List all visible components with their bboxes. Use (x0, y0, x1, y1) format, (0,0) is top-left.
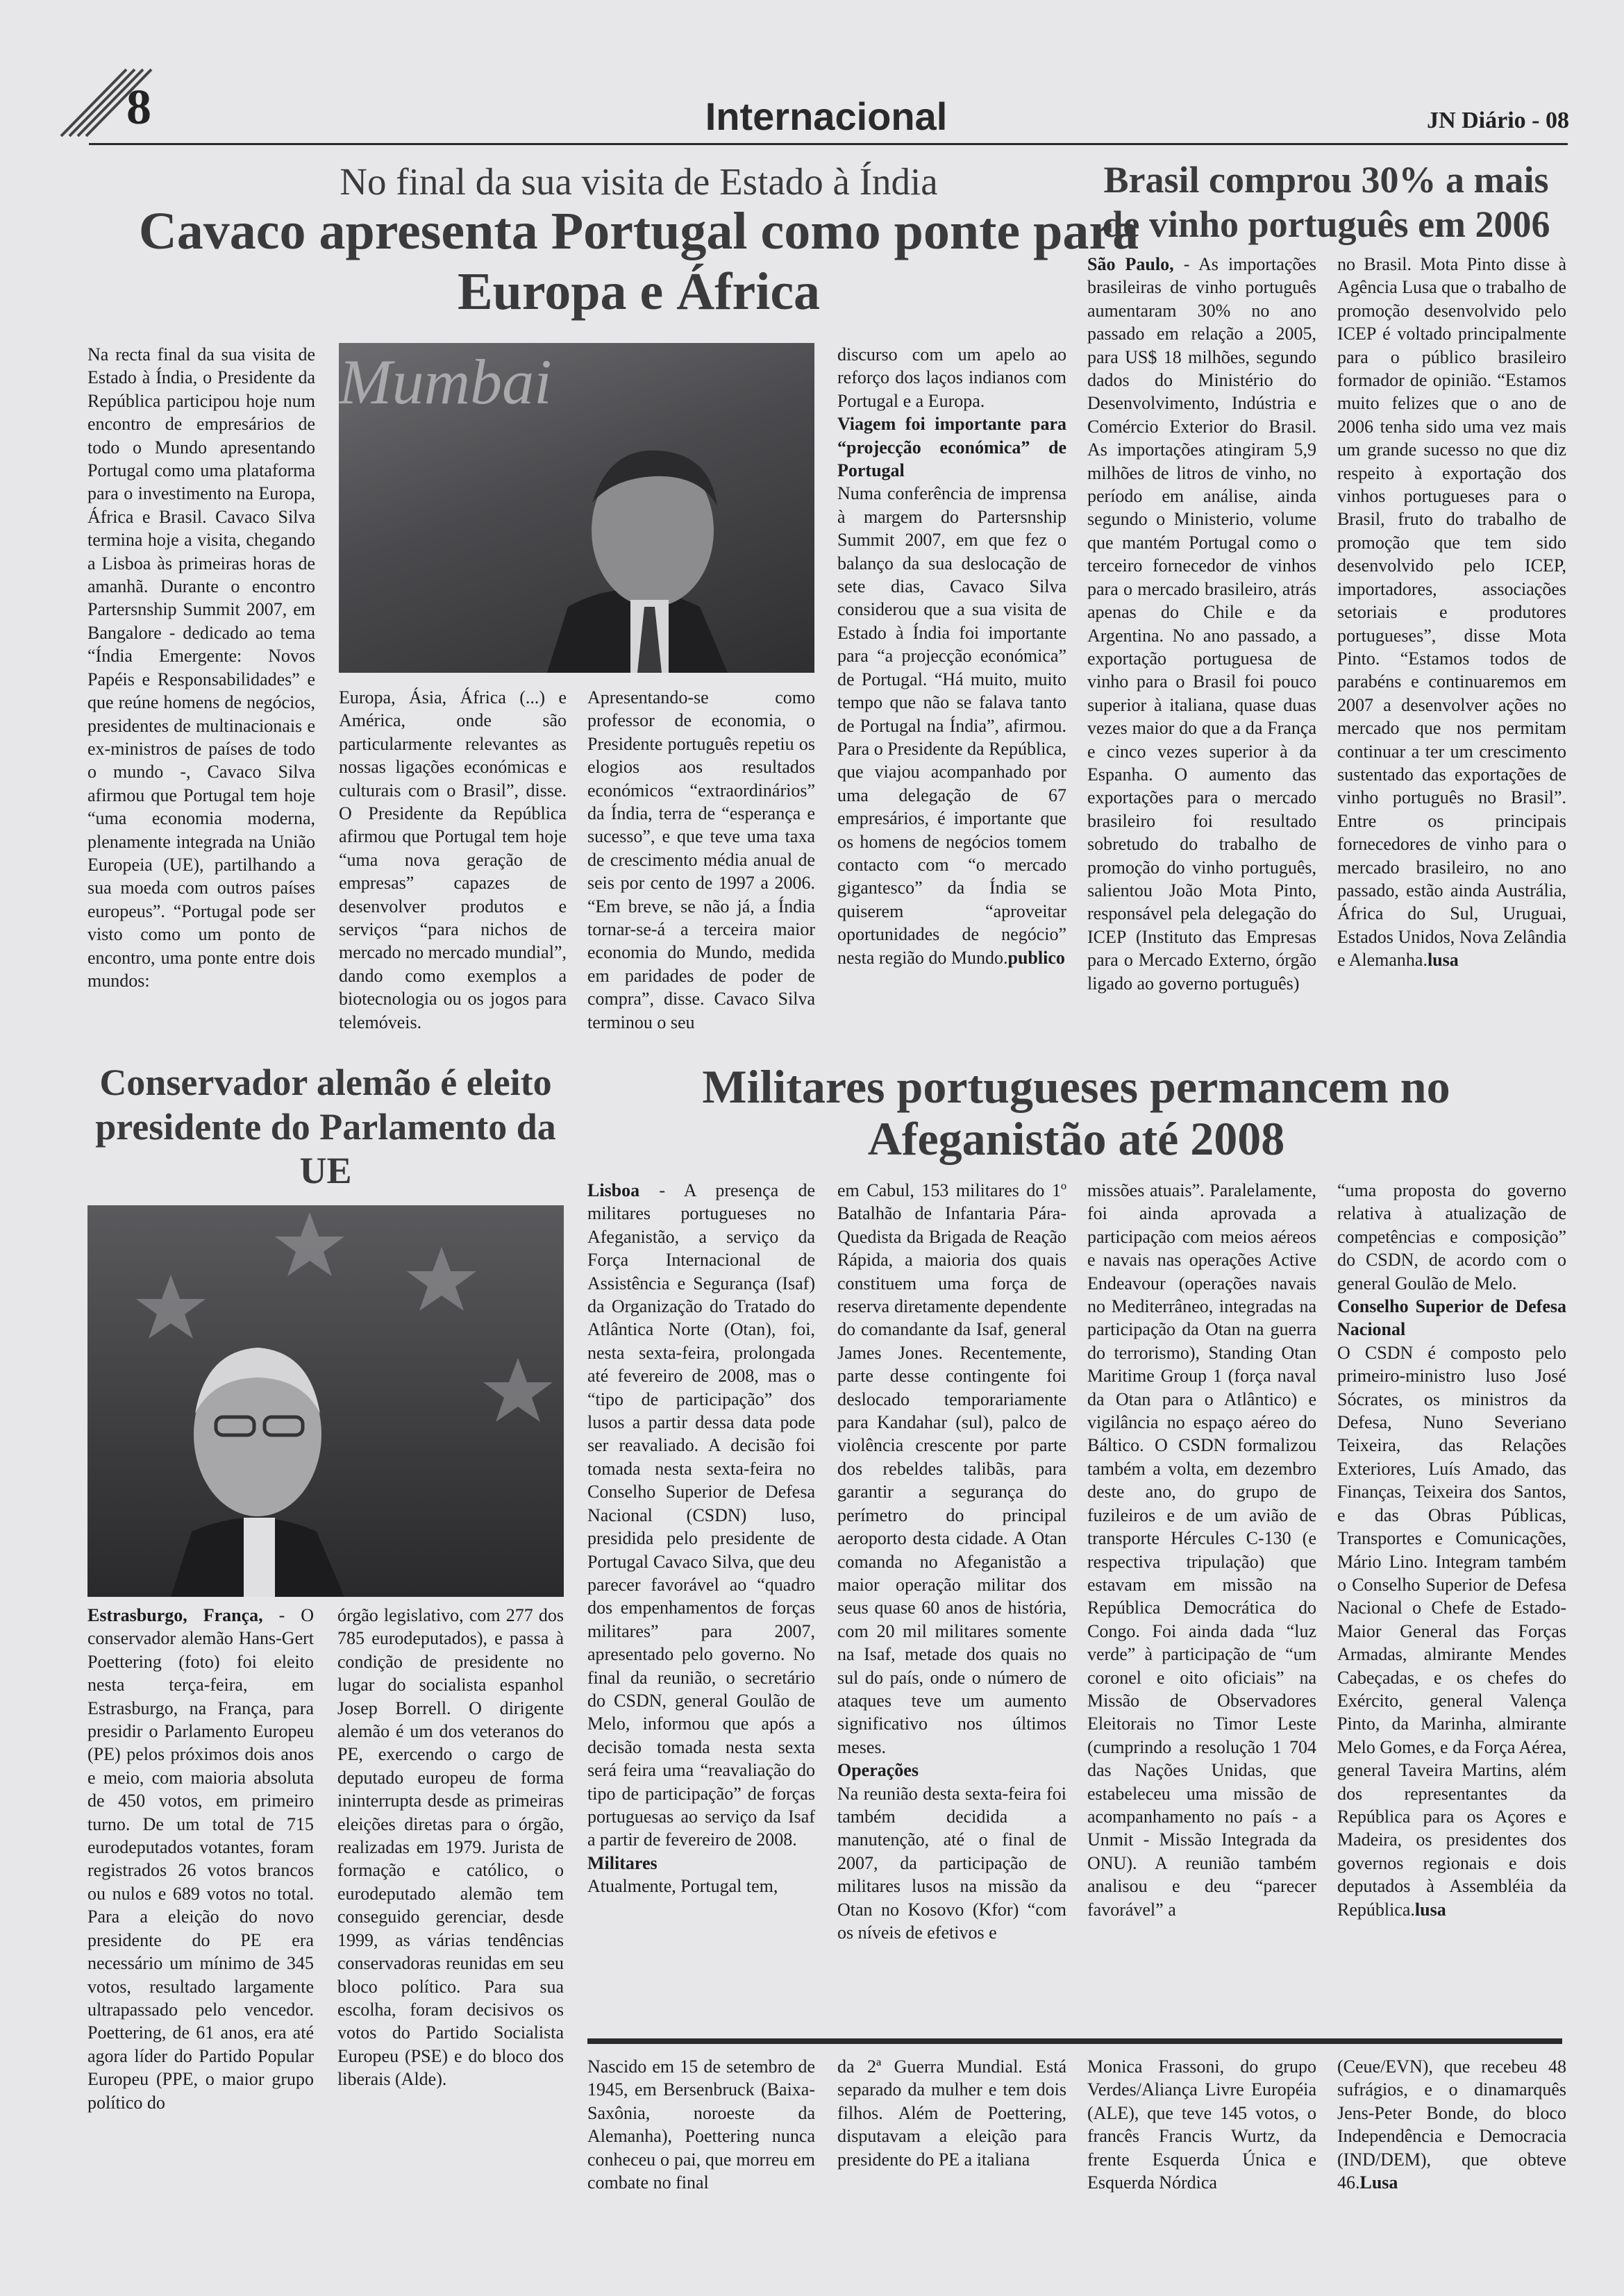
body-col-3: missões atuais”. Paralelamente, foi ainda aprovada a participação com meios aéreos e navais nas operações Active Endeavour (operações navais no Mediterrâneo, integradas na participação da Otan na guerra do terrorismo), Standing Otan Maritime Group 1 (força naval da Otan para o Atlântico) e vigilância no espaço aéreo do Báltico. O CSDN formalizou também a volta, em dezembro deste ano, do grupo de fuzileiros e de um avião de transporte Hércules C-130 (e respectiva tripulação) que estavam em missão na República Democrática do Congo. Foi ainda dada “luz verde” à participação de “um coronel e oito oficiais” na Missão de Observadores Eleitorais no Timor Leste (cumprindo a resolução 1 704 das Nações Unidas, que estabeleceu uma missão de acompanhamento no país - a Unmit - Missão Integrada da ONU). A reunião também analisou e deu “parecer favorável” a (1087, 1180, 1316, 1920)
body-col-2: em Cabul, 153 militares do 1º Batalhão de Infantaria Pára-Quedista da Brigada de Reação Rápida, a maioria dos quais constituem uma força de reserva diretamente dependente do comandante da Isaf, general James Jones. Recentemente, parte desse contingente foi deslocado temporariamente para Kandahar (sul), palco de violência crescente por parte dos rebeldes talibãs, para garantir a segurança do perímetro do principal aeroporto desta cidade. A Otan comanda no Afeganistão a maior operação militar dos seus quase 60 anos de história, com 20 mil militares somente na Isaf, metade dos quais no sul do país, onde o número de ataques teve um aumento significativo nos últimos meses. Operações Na reunião desta sexta-feira foi também decidida a manutenção, até o final de 2007, da participação de militares lusos na missão da Otan no Kosovo (Kfor) “com os níveis de efetivos e (837, 1180, 1066, 1943)
article-rule (587, 2038, 1562, 2044)
headline: Brasil comprou 30% a mais de vinho português em 2006 (1102, 159, 1550, 245)
body-col-3: Apresentando-se como professor de economia, o Presidente português repetiu os elogios aos resultados económicos “extraordinários” da Índia, terra de “esperança e sucesso”, e que teve uma taxa de crescimento média anual de seis por cento de 1997 a 2006. “Em breve, se não já, a Índia tornar-se-á a terceira maior economia do Mundo, medida em paridades de poder de compra”, disse. Cavaco Silva terminou o seu (587, 687, 815, 1032)
kicker: No final da sua visita de Estado à Índia (340, 160, 938, 203)
body-col-4: discurso com um apelo ao reforço dos laços indianos com Portugal e a Europa. Viagem foi importante para “projecção económica” de Portugal Numa conferência de imprensa à margem do Partersnship Summit 2007, em que fez o balanço da sua deslocação de sete dias, Cavaco Silva considerou que a sua visita de Estado à Índia foi importante para “a projecção económica” de Portugal. “Há muito, muito tempo que não se falava tanto de Portugal na Índia”, afirmou. Para o Presidente da República, que viajou acompanhado por uma delegação de 67 empresários, é importante que os homens de negócios tomem contacto com “o mercado gigantesco” da Índia se quiserem “aproveitar oportunidades de negócio” nesta região do Mundo.publico (837, 344, 1066, 968)
photo-cavaco (339, 343, 814, 673)
page-number: 8 (126, 79, 151, 135)
signature: Lusa (1359, 2172, 1398, 2193)
dateline: Estrasburgo, França, (87, 1605, 263, 1625)
body-col-4: da 2ª Guerra Mundial. Está separado da mulher e tem dois filhos. Além de Poettering, disputavam a eleição para presidente do PE a italiana (837, 2056, 1066, 2170)
signature: lusa (1414, 1899, 1446, 1920)
subhead: Militares (587, 1852, 658, 1873)
portrait-illustration (87, 1205, 564, 1597)
signature: publico (1007, 947, 1065, 968)
headline: Cavaco apresenta Portugal como ponte para Europa e África (138, 202, 1139, 321)
body-col-2: órgão legislativo, com 277 dos 785 eurodeputados), e passa à condição de presidente no lugar do socialista espanhol Josep Borrell. O dirigente alemão é um dos veteranos do PE, exercendo o cargo de deputado europeu de forma ininterrupta desde as primeiras eleições diretas para o órgão, realizadas em 1979. Jurista de formação e católico, o eurodeputado alemão tem conseguido gerenciar, desde 1999, as várias tendências conservadoras reunidas em seu bloco político. Para sua escolha, foram decisivos os votos do Partido Socialista Europeu (PSE) e do bloco dos liberais (Alde). (337, 1605, 564, 2090)
subhead: Conselho Superior de Defesa Nacional (1337, 1296, 1566, 1340)
body-col-6: (Ceue/EVN), que recebeu 48 sufrágios, e o dinamarquês Jens-Peter Bonde, do bloco Independência e Democracia (IND/DEM), que obteve 46.Lusa (1337, 2056, 1566, 2193)
dateline: Lisboa (587, 1180, 640, 1200)
body-col-1: Lisboa - A presença de militares portugueses no Afeganistão, a serviço da Força Internacional de Assistência e Segurança (Isaf) da Organização do Tratado do Atlântica Norte (Otan), foi, nesta sexta-feira, prolongada até fevereiro de 2008, mas o “tipo de participação” dos lusos a partir dessa data pode ser reavaliado. A decisão foi tomada nesta sexta-feira no Conselho Superior de Defesa Nacional (CSDN) luso, presidida pelo presidente de Portugal Cavaco Silva, que deu parecer favorável ao “quadro dos empenhamentos de forças militares” para 2007, apresentado pelo governo. No final da reunião, o secretário do CSDN, general Goulão de Melo, informou que após a decisão tomada nesta sexta será feira uma “reavaliação do tipo de participação” de forças portuguesas ao serviço da Isaf a partir de fevereiro de 2008. Militares Atualmente, Portugal tem, (587, 1180, 815, 1897)
subhead: Viagem foi importante para “projecção económica” de Portugal (837, 414, 1066, 481)
body-col-3: Nascido em 15 de setembro de 1945, em Bersenbruck (Baixa-Saxônia, noroeste da Alemanha), Poettering nunca conheceu o pai, que morreu em combate no final (587, 2056, 815, 2193)
body-col-2: no Brasil. Mota Pinto disse à Agência Lusa que o trabalho de promoção desenvolvido pelo ICEP é voltado principalmente para o público brasileiro formador de opinião. “Estamos muito felizes que o ano de 2006 tenha sido uma vez mais um grande sucesso no que diz respeito à exportação dos vinhos portugueses para o Brasil, fruto do trabalho de promoção que tem sido desenvolvido pelo ICEP, importadores, associações setoriais e produtores portugueses”, disse Mota Pinto. “Estamos todos de parabéns e continuaremos em 2007 a desenvolver ações no mercado que nos permitam continuar a ter um crescimento sustentado das exportações de vinho português no Brasil”. Entre os principais fornecedores de vinho para o mercado brasileiro, no ano passado, estão ainda Austrália, África do Sul, Uruguai, Estados Unidos, Nova Zelândia e Alemanha.lusa (1337, 254, 1566, 971)
photo-text: Mumbai (339, 346, 552, 417)
body-col-1: Estrasburgo, França, - O conservador alemão Hans-Gert Poettering (foto) foi eleito nesta terça-feira, em Estrasburgo, na França, para presidir o Parlamento Europeu (PE) pelos próximos dois anos e meio, com maioria absoluta de 450 votos, em primeiro turno. De um total de 715 eurodeputados votantes, foram registrados 26 votos brancos ou nulos e 689 votos no total. Para a eleição do novo presidente do PE era necessário um mínimo de 345 votos, resultado largamente ultrapassado pelo vencedor. Poettering, de 61 anos, era até agora líder do Partido Popular Europeu (PPE, o maior grupo político do (87, 1605, 314, 2113)
body-col-4: “uma proposta do governo relativa à atualização de competências e composição” do CSDN, de acordo com o general Goulão de Melo. Conselho Superior de Defesa Nacional O CSDN é composto pelo primeiro-ministro luso José Sócrates, os ministros da Defesa, Nuno Severiano Teixeira, das Relações Exteriores, Luís Amado, das Finanças, Teixeira dos Santos, e das Obras Públicas, Transportes e Comunicações, Mário Lino. Integram também o Conselho Superior de Defesa Nacional o Chefe de Estado-Maior General das Forças Armadas, almirante Mendes Cabeçadas, e os chefes do Exército, general Valença Pinto, da Marinha, almirante Melo Gomes, e da Força Aérea, general Taveira Martins, além dos representantes da República para os Açores e Madeira, os presidentes dos governos regionais e dois deputados à Assembléia da República.lusa (1337, 1180, 1566, 1920)
signature: lusa (1427, 950, 1459, 971)
body-col-1: São Paulo, - As importações brasileiras de vinho português aumentaram 30% no ano passado em relação a 2005, para US$ 18 milhões, segundo dados do Ministério do Desenvolvimento, Indústria e Comércio Exterior do Brasil. As importações atingiram 5,9 milhões de litros de vinho, no período em análise, ainda segundo o Ministerio, volume que mantém Portugal como o terceiro fornecedor de vinhos para o mercado brasileiro, atrás apenas do Chile e da Argentina. No ano passado, a exportação portuguesa de vinho para o Brasil foi pouco superior à italiana, quase duas vezes maior do que a da França e cinco vezes superior à da Espanha. O aumento das exportações para o mercado brasileiro foi resultado sobretudo do trabalho de promoção do vinho português, salientou João Mota Pinto, responsável pela delegação do ICEP (Instituto das Empresas para o Mercado Externo, órgão ligado ao governo português) (1087, 254, 1316, 994)
portrait-illustration (339, 343, 814, 673)
dateline: São Paulo, (1087, 254, 1174, 274)
headline: Conservador alemão é eleito presidente do Parlamento da UE (95, 1062, 556, 1192)
subhead: Operações (837, 1760, 919, 1781)
masthead: JN Diário - 08 (1427, 108, 1569, 133)
header-rule (89, 143, 1568, 145)
body-col-5: Monica Frassoni, do grupo Verdes/Aliança Livre Européia (ALE), que teve 145 votos, o francês Francis Wurtz, da frente Esquerda Única e Esquerda Nórdica (1087, 2056, 1316, 2193)
photo-pottering (87, 1205, 564, 1597)
body-col-2: Europa, Ásia, África (...) e América, onde são particularmente relevantes as nossas ligações económicas e culturais com o Brasil”, disse. O Presidente da República afirmou que Portugal tem hoje “uma nova geração de empresas” capazes de desenvolver produtos e serviços “para nichos de mercado no mercado mundial”, dando como exemplos a biotecnologia ou os jogos para telemóveis. (339, 687, 567, 1032)
section-title: Internacional (705, 94, 948, 138)
body-col-1: Na recta final da sua visita de Estado à Índia, o Presidente da República participou hoje num encontro de empresários de todo o Mundo apresentando Portugal como uma plataforma para o investimento na Europa, África e Brasil. Cavaco Silva termina hoje a visita, chegando a Lisboa às primeiras horas de amanhã. Durante o encontro Partersnship Summit 2007, em Bangalore - dedicado ao tema “Índia Emergente: Novos Papéis e Responsabilidades” e que reúne homens de negócios, presidentes de multinacionais e ex-ministros de países de todo o mundo -, Cavaco Silva afirmou que Portugal tem hoje “uma economia moderna, plenamente integrada na União Europeia (UE), partilhando a sua moeda com outros países europeus”. “Portugal pode ser visto como um ponto de encontro, uma ponte entre dois mundos: (87, 344, 315, 991)
headline: Militares portugueses permancem no Afeganistão até 2008 (702, 1060, 1450, 1165)
